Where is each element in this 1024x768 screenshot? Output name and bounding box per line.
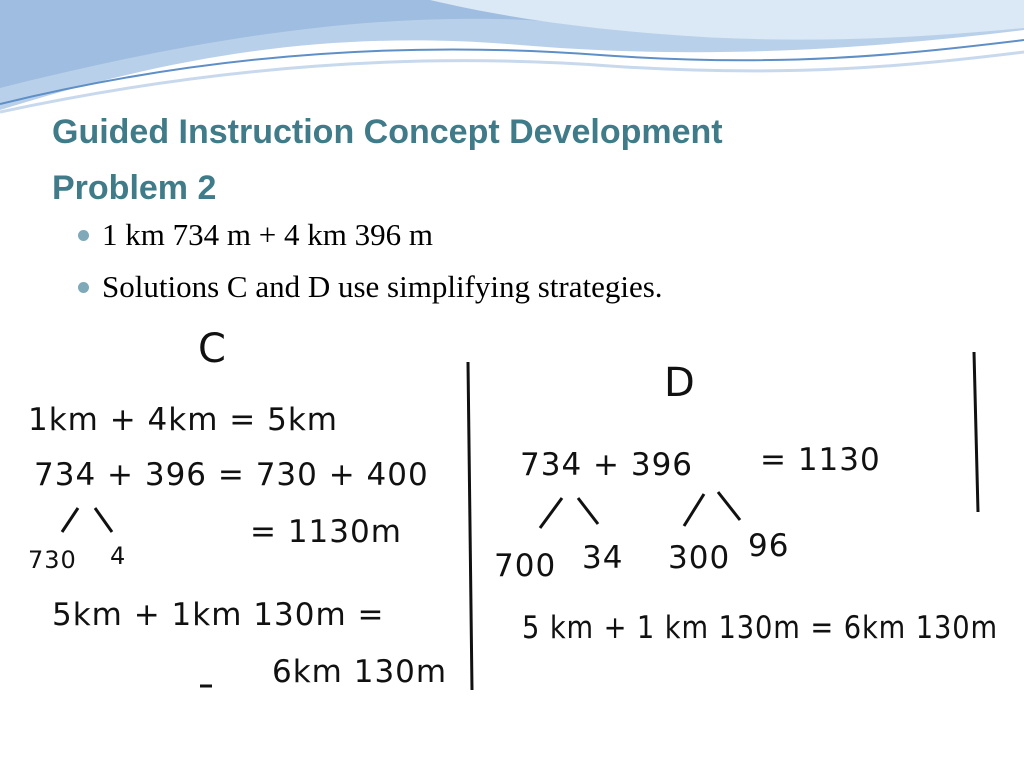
bullet-text: 1 km 734 m + 4 km 396 m <box>102 217 433 252</box>
solution-c-split-right: 4 <box>110 542 127 570</box>
solution-d-part: 34 <box>582 540 624 576</box>
split-stroke <box>718 492 740 520</box>
handwritten-work <box>0 320 1024 720</box>
solution-c <box>28 326 472 690</box>
divider-line <box>468 362 472 690</box>
solution-c-line-5: 6km 130m <box>272 654 448 690</box>
slide-title-line-2: Problem 2 <box>52 169 217 207</box>
header-wave-decoration <box>0 0 1024 120</box>
split-stroke <box>684 494 704 526</box>
divider-line <box>974 352 978 512</box>
bullet-item <box>78 267 663 307</box>
solution-d-part: 700 <box>494 548 557 584</box>
solution-d-part: 300 <box>668 540 731 576</box>
solution-d <box>494 352 998 646</box>
bullet-list <box>78 215 663 319</box>
solution-c-label: C <box>198 326 227 372</box>
solution-d-line-3: 5 km + 1 km 130m = 6km 130m <box>522 610 998 646</box>
split-stroke <box>62 508 78 532</box>
split-stroke <box>95 508 112 532</box>
solution-c-split-left: 730 <box>28 546 77 574</box>
slide-title <box>52 104 992 216</box>
bullet-text: Solutions C and D use simplifying strategies. <box>102 269 663 304</box>
solution-c-line-1: 1km + 4km = 5km <box>28 402 338 438</box>
split-stroke <box>540 498 562 528</box>
bullet-dot-icon <box>78 282 89 293</box>
bullet-dot-icon <box>78 230 89 241</box>
solution-c-line-2: 734 + 396 = 730 + 400 <box>34 457 429 493</box>
solution-d-part: 96 <box>748 528 790 564</box>
solution-c-line-4: 5km + 1km 130m = <box>52 597 385 633</box>
bullet-item <box>78 215 663 255</box>
solution-d-label: D <box>664 360 696 406</box>
solution-d-line-1-right: = 1130 <box>760 442 881 478</box>
solution-d-line-1-left: 734 + 396 <box>520 447 694 483</box>
slide-title-line-1: Guided Instruction Concept Development <box>52 113 723 151</box>
split-stroke <box>578 498 598 524</box>
solution-c-line-3: = 1130m <box>250 514 402 550</box>
